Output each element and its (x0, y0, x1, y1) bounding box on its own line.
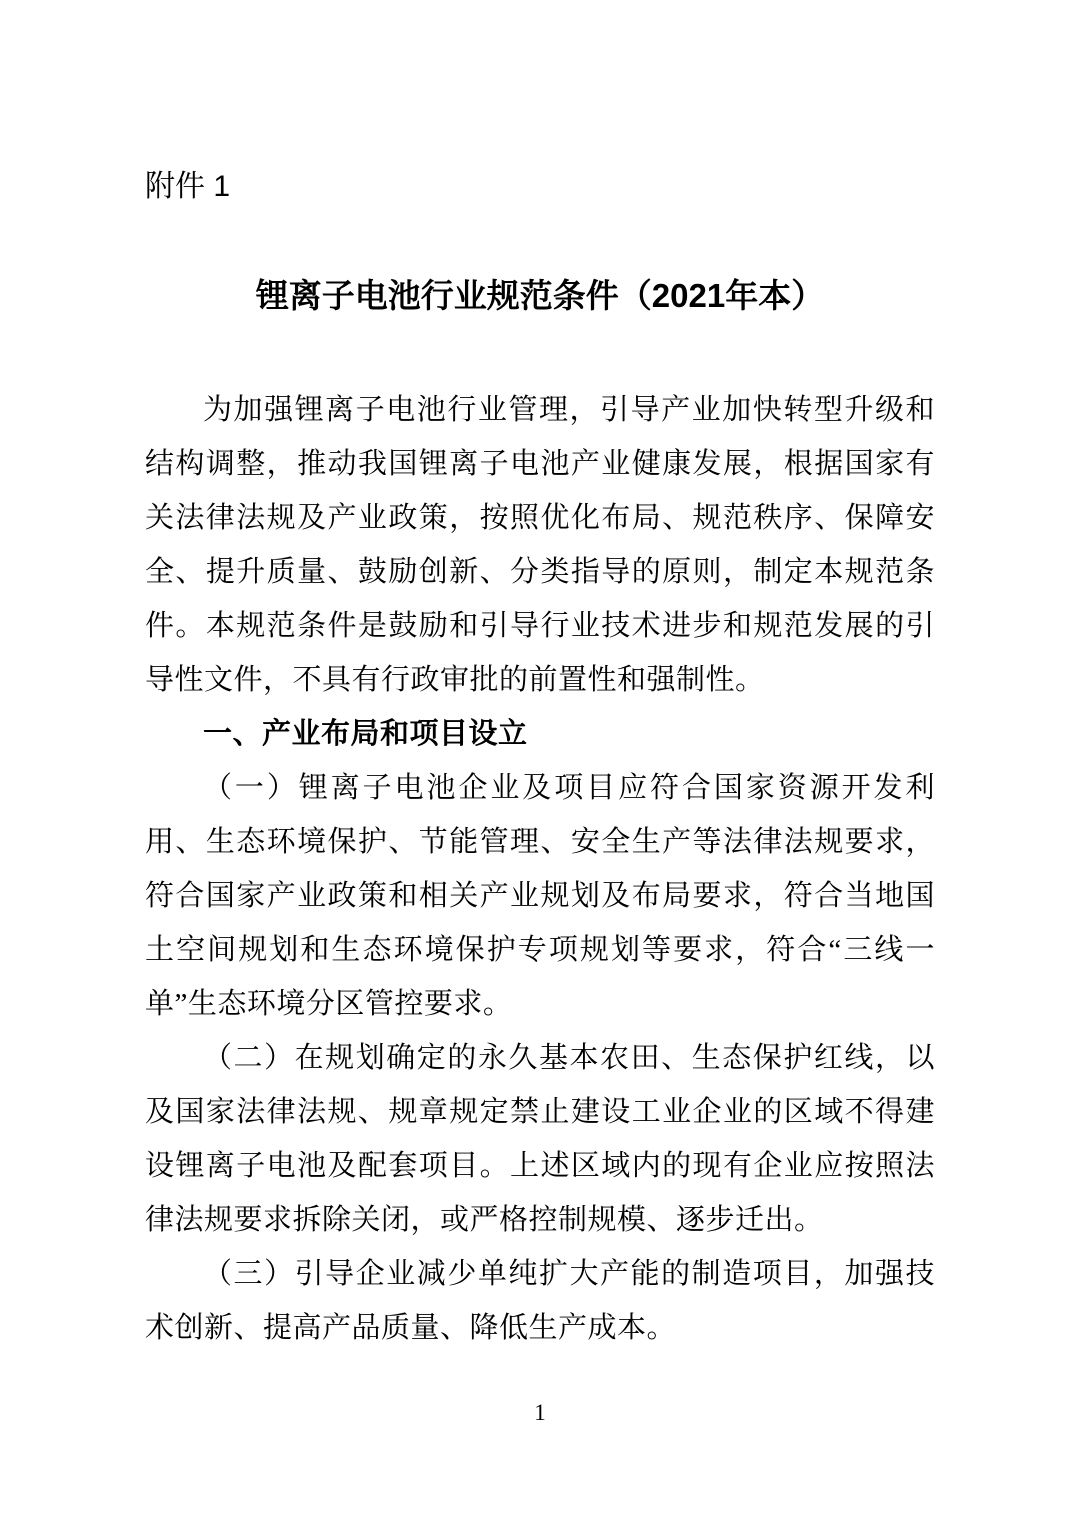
document-title: 锂离子电池行业规范条件（2021年本） (255, 277, 825, 314)
paragraph-item-3: （三）引导企业减少单纯扩大产能的制造项目，加强技术创新、提高产品质量、降低生产成本。 (145, 1258, 935, 1344)
paragraph-item-1: （一）锂离子电池企业及项目应符合国家资源开发利用、生态环境保护、节能管理、安全生产等法律法规要求，符合国家产业政策和相关产业规划及布局要求，符合当地国土空间规划和生态环境保护专项规划等要求，符合“三线一单”生态环境分区管控要求。 (145, 772, 935, 1020)
section-heading-industry-layout: 一、产业布局和项目设立 (203, 718, 528, 750)
document-body (145, 383, 935, 1355)
paragraph-intro: 为加强锂离子电池行业管理，引导产业加快转型升级和结构调整，推动我国锂离子电池产业健康发展，根据国家有关法律法规及产业政策，按照优化布局、规范秩序、保障安全、提升质量、鼓励创新、分类指导的原则，制定本规范条件。本规范条件是鼓励和引导行业技术进步和规范发展的引导性文件，不具有行政审批的前置性和强制性。 (145, 394, 935, 696)
page-number: 1 (534, 1400, 546, 1425)
attachment-label: 附件 1 (145, 170, 231, 203)
paragraph-item-2: （二）在规划确定的永久基本农田、生态保护红线，以及国家法律法规、规章规定禁止建设工业企业的区域不得建设锂离子电池及配套项目。上述区域内的现有企业应按照法律法规要求拆除关闭，或严格控制规模、逐步迁出。 (145, 1042, 935, 1236)
